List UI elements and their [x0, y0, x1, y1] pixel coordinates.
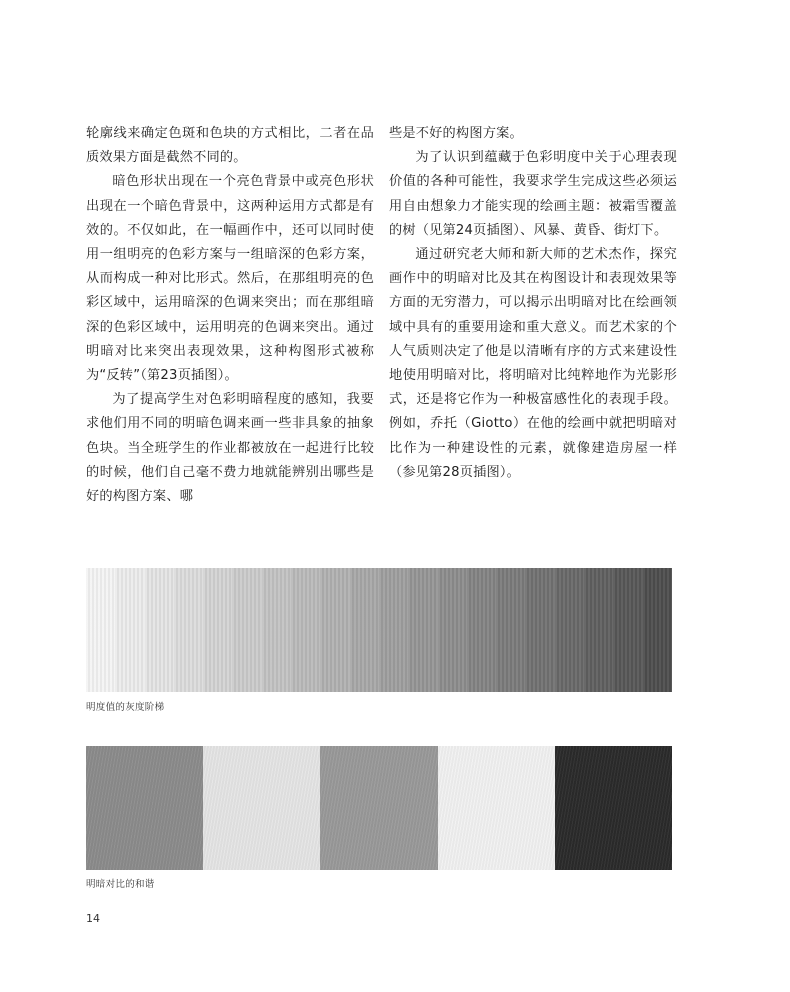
- gray-step: [555, 568, 584, 692]
- gray-step: [145, 568, 174, 692]
- paragraph: 为了提高学生对色彩明暗程度的感知，我要求他们用不同的明暗色调来画一些非具象的抽象色块。当全班学生的作业都被放在一起进行比较的时候，他们自己毫不费力地就能辨别出哪些是好的构图方案、哪: [86, 392, 374, 505]
- gray-step: [613, 568, 642, 692]
- harmony-caption: 明暗对比的和谐: [86, 879, 155, 890]
- right-text-column: [389, 122, 677, 485]
- gray-step: [262, 568, 291, 692]
- value-block: [86, 746, 203, 870]
- value-block: [203, 746, 320, 870]
- paragraph: 轮廓线来确定色斑和色块的方式相比，二者在品质效果方面是截然不同的。: [86, 126, 374, 166]
- paragraph: 为了认识到蕴藏于色彩明度中关于心理表现价值的各种可能性，我要求学生完成这些必须运用自由想象力才能实现的绘画主题：被霜雪覆盖的树（见第24页插图）、风暴、黄昏、街灯下。: [389, 150, 677, 238]
- page-number: 14: [86, 912, 100, 925]
- gray-step: [438, 568, 467, 692]
- gray-step: [643, 568, 672, 692]
- gray-step: [203, 568, 232, 692]
- value-block: [320, 746, 437, 870]
- gray-step: [291, 568, 320, 692]
- gray-step: [525, 568, 554, 692]
- gray-step: [350, 568, 379, 692]
- left-text-column: [86, 122, 374, 509]
- gray-step: [86, 568, 115, 692]
- gray-scale-caption: 明度值的灰度阶梯: [86, 702, 165, 713]
- gray-step: [584, 568, 613, 692]
- value-block: [438, 746, 555, 870]
- gray-step: [115, 568, 144, 692]
- gray-step: [232, 568, 261, 692]
- gray-step: [496, 568, 525, 692]
- paragraph: 些是不好的构图方案。: [389, 126, 523, 141]
- value-block: [555, 746, 672, 870]
- paragraph: 暗色形状出现在一个亮色背景中或亮色形状出现在一个暗色背景中，这两种运用方式都是有效的。不仅如此，在一幅画作中，还可以同时使用一组明亮的色彩方案与一组暗深的色彩方案，从而构成一种对比形式。然后，在那组明亮的色彩区域中，运用暗深的色调来突出；而在那组暗深的色彩区域中，运用明亮的色调来突出。通过明暗对比来突出表现效果，这种构图形式被称为“反转”（第23页插图）。: [86, 174, 374, 384]
- gray-step: [174, 568, 203, 692]
- paragraph: 通过研究老大师和新大师的艺术杰作，探究画作中的明暗对比及其在构图设计和表现效果等方面的无穷潜力，可以揭示出明暗对比在绘画领域中具有的重要用途和重大意义。而艺术家的个人气质则决定了他是以清晰有序的方式来建设性地使用明暗对比，将明暗对比纯粹地作为光影形式，还是将它作为一种极富感性化的表现手段。例如，乔托（Giotto）在他的绘画中就把明暗对比作为一种建设性的元素，就像建造房屋一样（参见第28页插图）。: [389, 247, 677, 480]
- gray-step: [408, 568, 437, 692]
- harmony-figure: [86, 746, 672, 870]
- gray-step: [379, 568, 408, 692]
- gray-step: [467, 568, 496, 692]
- gray-step: [320, 568, 349, 692]
- gray-scale-figure: [86, 568, 672, 692]
